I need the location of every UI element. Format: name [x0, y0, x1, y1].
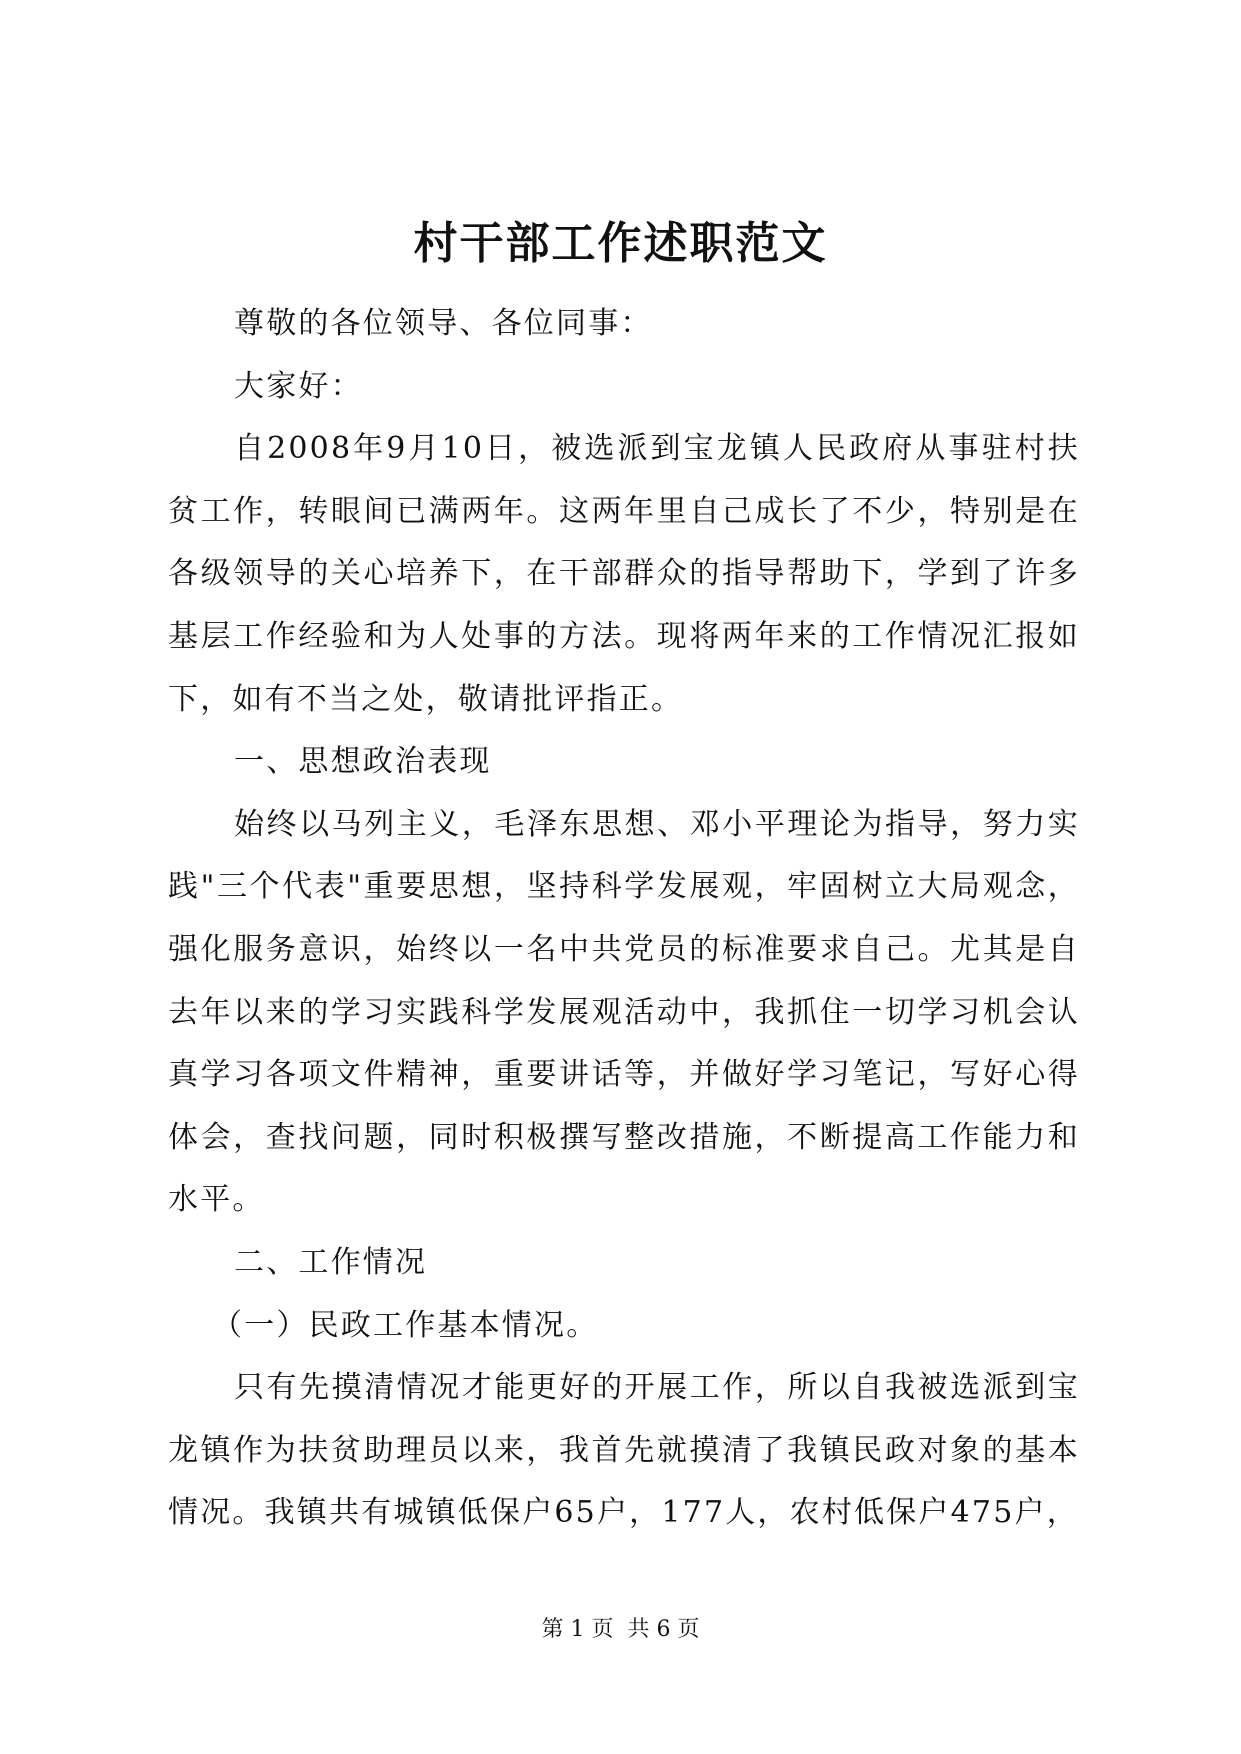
- section-heading-1: 一、思想政治表现: [234, 744, 492, 780]
- subsection-1-paragraph: 只有先摸清情况才能更好的开展工作，所以自我被选派到宝龙镇作为扶贫助理员以来，我首先就摸清了我镇民政对象的基本情况。我镇共有城镇低保户65户，177人，农村低保户475户，: [168, 1370, 1080, 1531]
- section-heading-2: 二、工作情况: [234, 1244, 428, 1280]
- salutation: 尊敬的各位领导、各位同事：: [234, 306, 653, 341]
- section-1-paragraph: 始终以马列主义，毛泽东思想、邓小平理论为指导，努力实践"三个代表"重要思想，坚持科学发展观，牢固树立大局观念，强化服务意识，始终以一名中共党员的标准要求自己。尤其是自去年以来的学习实践科学发展观活动中，我抓住一切学习机会认真学习各项文件精神，重要讲话等，并做好学习笔记，写好心得体会，查找问题，同时积极撰写整改措施，不断提高工作能力和水平。: [168, 806, 1080, 1218]
- subsection-heading-1: （一）民政工作基本情况。: [212, 1307, 599, 1343]
- greeting: 大家好：: [234, 368, 363, 404]
- intro-paragraph: 自2008年9月10日，被选派到宝龙镇人民政府从事驻村扶贫工作，转眼间已满两年。这两年里自己成长了不少，特别是在各级领导的关心培养下，在干部群众的指导帮助下，学到了许多基层工作经验和为人处事的方法。现将两年来的工作情况汇报如下，如有不当之处，敬请批评指正。: [168, 431, 1080, 717]
- document-title: 村干部工作述职范文: [413, 218, 828, 269]
- document-body: [168, 293, 1080, 1545]
- page-footer: 第 1 页 共 6 页: [541, 1617, 700, 1642]
